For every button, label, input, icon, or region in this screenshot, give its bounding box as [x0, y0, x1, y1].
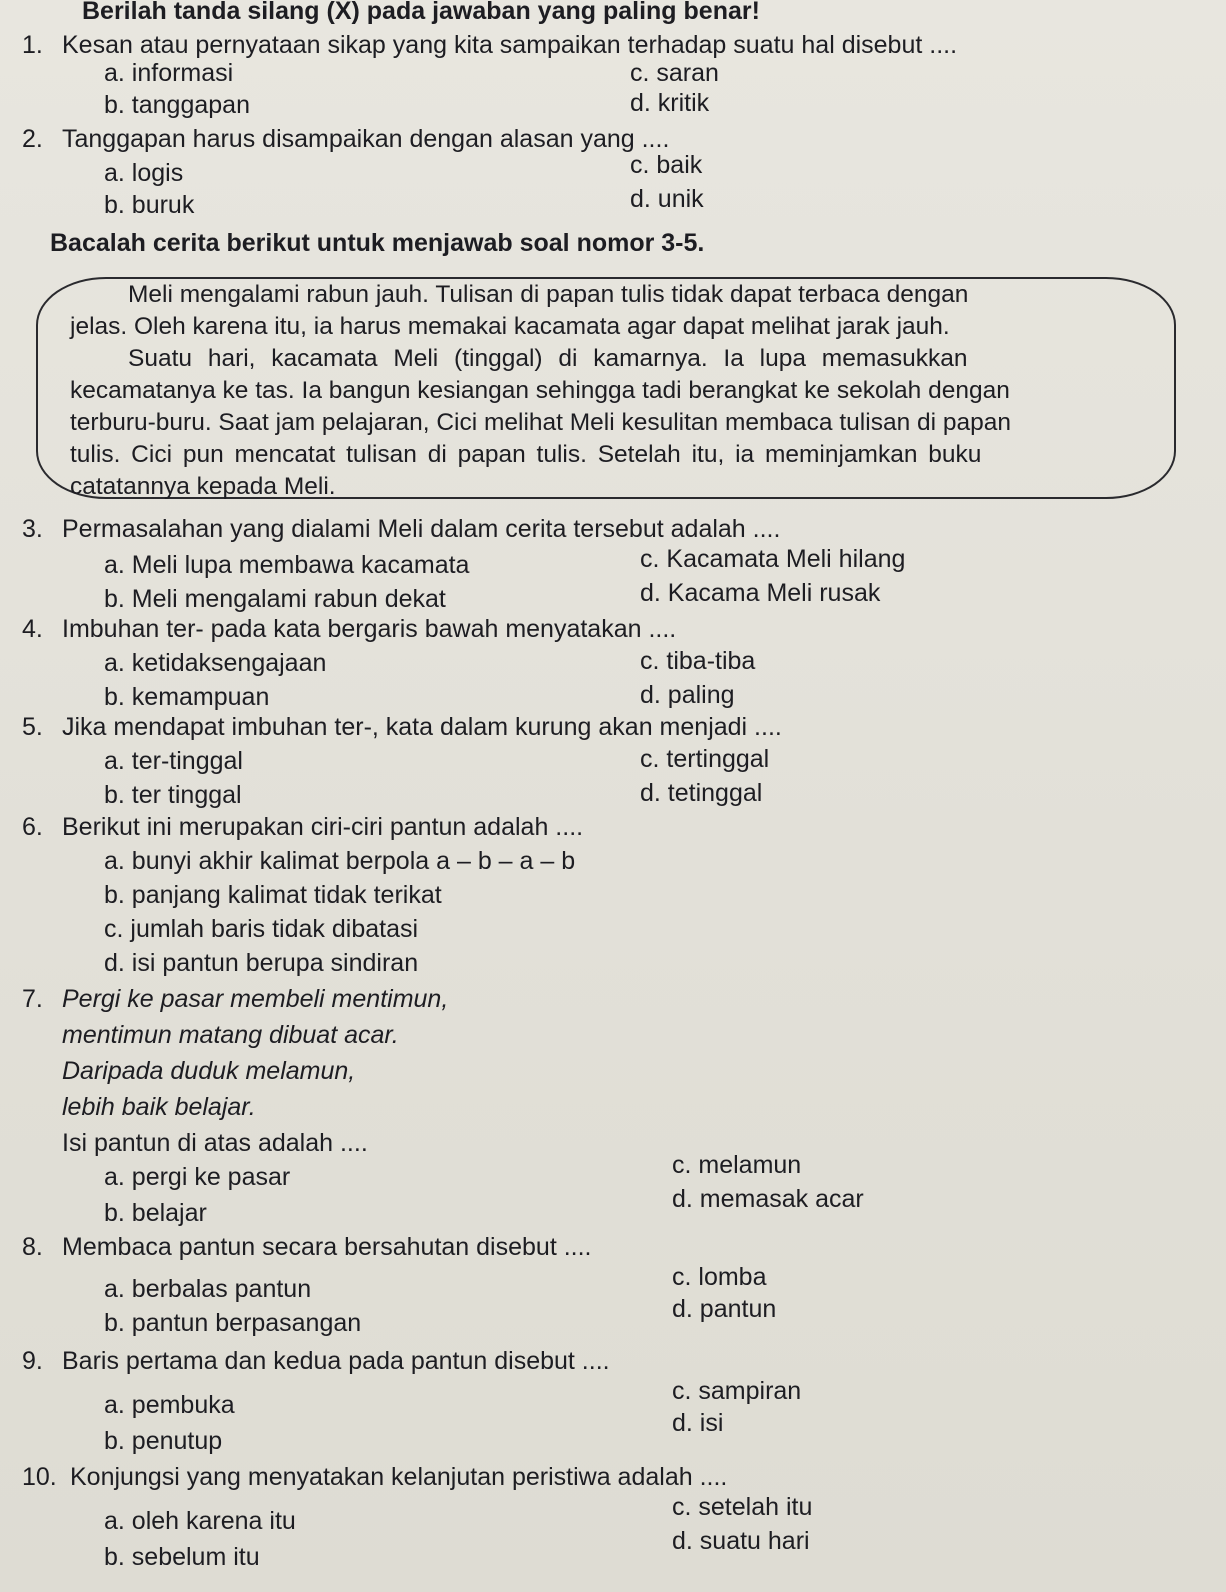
q10-option-b[interactable]: b. sebelum itu [104, 1543, 260, 1571]
q5-option-b[interactable]: b. ter tinggal [104, 781, 242, 809]
q2-option-d[interactable]: d. unik [630, 185, 704, 213]
story-line-4: kecamatanya ke tas. Ia bangun kesiangan sehingga tadi berangkat ke sekolah dengan [70, 377, 1010, 404]
q7-option-d[interactable]: d. memasak acar [672, 1185, 864, 1213]
q10-option-a[interactable]: a. oleh karena itu [104, 1507, 296, 1535]
question-5-text: Jika mendapat imbuhan ter-, kata dalam kurung akan menjadi .... [62, 713, 782, 741]
q8-option-d[interactable]: d. pantun [672, 1295, 777, 1323]
q3-option-c[interactable]: c. Kacamata Meli hilang [640, 545, 906, 573]
pantun-line-1: Pergi ke pasar membeli mentimun, [62, 985, 449, 1013]
question-6-text: Berikut ini merupakan ciri-ciri pantun adalah .... [62, 813, 584, 841]
story-line-7: catatannya kepada Meli. [70, 473, 336, 500]
question-1-text: Kesan atau pernyataan sikap yang kita sampaikan terhadap suatu hal disebut .... [62, 31, 958, 59]
question-6-number: 6. [22, 813, 43, 841]
q5-option-d[interactable]: d. tetinggal [640, 779, 763, 807]
q6-option-b[interactable]: b. panjang kalimat tidak terikat [104, 881, 442, 909]
q7-option-c[interactable]: c. melamun [672, 1151, 802, 1179]
question-4-text: Imbuhan ter- pada kata bergaris bawah menyatakan .... [62, 615, 677, 643]
q6-option-c[interactable]: c. jumlah baris tidak dibatasi [104, 915, 419, 943]
q2-option-b[interactable]: b. buruk [104, 191, 195, 219]
q1-option-d[interactable]: d. kritik [630, 89, 710, 117]
question-9-number: 9. [22, 1347, 43, 1375]
q5-option-a[interactable]: a. ter-tinggal [104, 747, 243, 775]
story-line-1: Meli mengalami rabun jauh. Tulisan di papan tulis tidak dapat terbaca dengan [128, 281, 969, 308]
question-8-text: Membaca pantun secara bersahutan disebut .... [62, 1233, 592, 1261]
q1-option-a[interactable]: a. informasi [104, 59, 234, 87]
question-3-text: Permasalahan yang dialami Meli dalam cerita tersebut adalah .... [62, 515, 781, 543]
question-1-number: 1. [22, 31, 43, 59]
q6-option-d[interactable]: d. isi pantun berupa sindiran [104, 949, 419, 977]
story-line-6: tulis. Cici pun mencatat tulisan di papan tulis. Setelah itu, ia meminjamkan buku [70, 441, 982, 468]
q9-option-d[interactable]: d. isi [672, 1409, 724, 1437]
q2-option-c[interactable]: c. baik [630, 151, 703, 179]
q10-option-c[interactable]: c. setelah itu [672, 1493, 813, 1521]
q4-option-b[interactable]: b. kemampuan [104, 683, 270, 711]
q9-option-c[interactable]: c. sampiran [672, 1377, 802, 1405]
q2-option-a[interactable]: a. logis [104, 159, 184, 187]
q9-option-a[interactable]: a. pembuka [104, 1391, 235, 1419]
story-heading: Bacalah cerita berikut untuk menjawab soal nomor 3-5. [50, 229, 705, 257]
pantun-line-2: mentimun matang dibuat acar. [62, 1021, 399, 1049]
q3-option-b[interactable]: b. Meli mengalami rabun dekat [104, 585, 446, 613]
question-3-number: 3. [22, 515, 43, 543]
pantun-line-4: lebih baik belajar. [62, 1093, 256, 1121]
q1-option-b[interactable]: b. tanggapan [104, 91, 250, 119]
question-5-number: 5. [22, 713, 43, 741]
question-7-number: 7. [22, 985, 43, 1013]
q7-option-b[interactable]: b. belajar [104, 1199, 207, 1227]
pantun-line-3: Daripada duduk melamun, [62, 1057, 356, 1085]
q9-option-b[interactable]: b. penutup [104, 1427, 223, 1455]
q7-option-a[interactable]: a. pergi ke pasar [104, 1163, 291, 1191]
q1-option-c[interactable]: c. saran [630, 59, 719, 87]
question-10-text: Konjungsi yang menyatakan kelanjutan peristiwa adalah .... [70, 1463, 728, 1491]
q4-option-c[interactable]: c. tiba-tiba [640, 647, 756, 675]
question-4-number: 4. [22, 615, 43, 643]
q3-option-d[interactable]: d. Kacama Meli rusak [640, 579, 881, 607]
q6-option-a[interactable]: a. bunyi akhir kalimat berpola a – b – a – b [104, 847, 576, 875]
question-10-number: 10. [22, 1463, 57, 1491]
q8-option-c[interactable]: c. lomba [672, 1263, 767, 1291]
q10-option-d[interactable]: d. suatu hari [672, 1527, 810, 1555]
question-7-text: Isi pantun di atas adalah .... [62, 1129, 368, 1157]
q4-option-a[interactable]: a. ketidaksengajaan [104, 649, 327, 677]
q8-option-a[interactable]: a. berbalas pantun [104, 1275, 312, 1303]
q3-option-a[interactable]: a. Meli lupa membawa kacamata [104, 551, 470, 579]
story-line-3: Suatu hari, kacamata Meli (tinggal) di kamarnya. Ia lupa memasukkan [128, 345, 968, 372]
question-2-text: Tanggapan harus disampaikan dengan alasan yang .... [62, 125, 670, 153]
q8-option-b[interactable]: b. pantun berpasangan [104, 1309, 362, 1337]
question-9-text: Baris pertama dan kedua pada pantun disebut .... [62, 1347, 610, 1375]
story-line-5: terburu-buru. Saat jam pelajaran, Cici melihat Meli kesulitan membaca tulisan di papan [70, 409, 1012, 436]
question-2-number: 2. [22, 125, 43, 153]
story-line-2: jelas. Oleh karena itu, ia harus memakai kacamata agar dapat melihat jarak jauh. [70, 313, 950, 340]
question-8-number: 8. [22, 1233, 43, 1261]
q4-option-d[interactable]: d. paling [640, 681, 735, 709]
instruction: Berilah tanda silang (X) pada jawaban yang paling benar! [82, 0, 760, 25]
q5-option-c[interactable]: c. tertinggal [640, 745, 770, 773]
